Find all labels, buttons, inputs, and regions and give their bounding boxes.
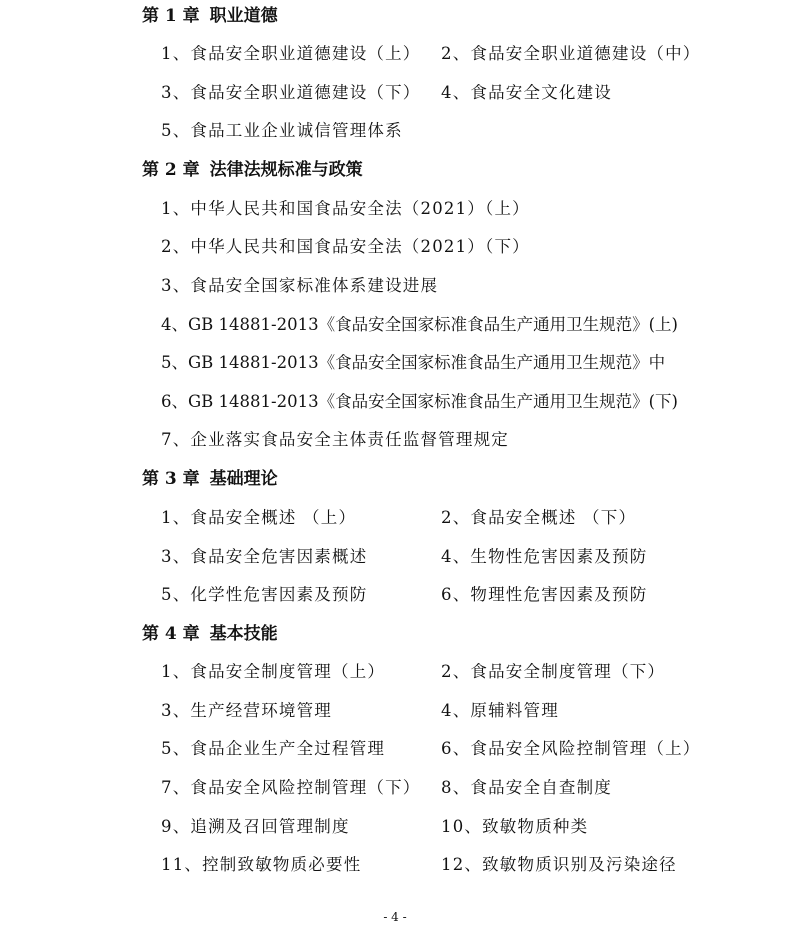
list-item: 5、食品工业企业诚信管理体系 xyxy=(161,121,403,140)
list-item: 1、中华人民共和国食品安全法（2021）（上） xyxy=(161,199,530,218)
chapter-number: 第 4 章 xyxy=(142,624,200,644)
list-item: 1、食品安全概述 （上） xyxy=(161,508,357,527)
chapter-number: 第 1 章 xyxy=(142,6,200,26)
chapter-3-heading xyxy=(142,467,278,491)
chapter-4-heading xyxy=(142,622,278,646)
list-item: 2、食品安全制度管理（下） xyxy=(441,662,666,681)
list-item: 3、食品安全危害因素概述 xyxy=(161,547,368,566)
list-item: 6、食品安全风险控制管理（上） xyxy=(441,739,701,758)
list-item: 3、生产经营环境管理 xyxy=(161,701,332,720)
list-item: 4、生物性危害因素及预防 xyxy=(441,547,648,566)
list-item: 5、食品企业生产全过程管理 xyxy=(161,739,386,758)
chapter-title: 基础理论 xyxy=(209,469,278,489)
list-item: 3、食品安全职业道德建设（下） xyxy=(161,83,421,102)
list-item: 6、GB 14881-2013《食品安全国家标准食品生产通用卫生规范》(下) xyxy=(161,392,678,411)
chapter-title: 基本技能 xyxy=(209,624,278,644)
list-item: 9、追溯及召回管理制度 xyxy=(161,817,350,836)
list-item: 6、物理性危害因素及预防 xyxy=(441,585,648,604)
list-item: 10、致敏物质种类 xyxy=(441,817,589,836)
list-item: 5、化学性危害因素及预防 xyxy=(161,585,368,604)
list-item: 7、企业落实食品安全主体责任监督管理规定 xyxy=(161,430,509,449)
chapter-2-heading xyxy=(142,158,363,182)
list-item: 1、食品安全制度管理（上） xyxy=(161,662,386,681)
list-item: 3、食品安全国家标准体系建设进展 xyxy=(161,276,439,295)
chapter-title: 法律法规标准与政策 xyxy=(209,160,363,180)
chapter-1-heading xyxy=(142,4,278,28)
list-item: 2、中华人民共和国食品安全法（2021）（下） xyxy=(161,237,530,256)
list-item: 4、GB 14881-2013《食品安全国家标准食品生产通用卫生规范》(上) xyxy=(161,315,678,334)
list-item: 8、食品安全自查制度 xyxy=(441,778,612,797)
list-item: 2、食品安全概述 （下） xyxy=(441,508,637,527)
list-item: 7、食品安全风险控制管理（下） xyxy=(161,778,421,797)
list-item: 4、食品安全文化建设 xyxy=(441,83,612,102)
list-item: 11、控制致敏物质必要性 xyxy=(161,855,362,874)
list-item: 5、GB 14881-2013《食品安全国家标准食品生产通用卫生规范》中 xyxy=(161,353,666,372)
chapter-title: 职业道德 xyxy=(209,6,278,26)
list-item: 4、原辅料管理 xyxy=(441,701,559,720)
list-item: 2、食品安全职业道德建设（中） xyxy=(441,44,701,63)
list-item: 1、食品安全职业道德建设（上） xyxy=(161,44,421,63)
chapter-number: 第 2 章 xyxy=(142,160,200,180)
list-item: 12、致敏物质识别及污染途径 xyxy=(441,855,677,874)
chapter-number: 第 3 章 xyxy=(142,469,200,489)
page-number: - 4 - xyxy=(383,910,407,924)
